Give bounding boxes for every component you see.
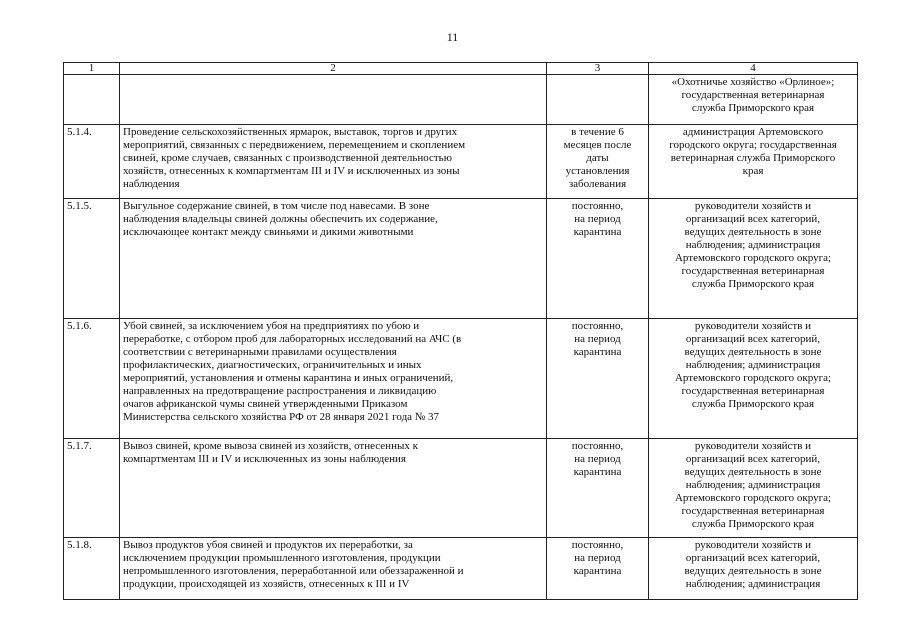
term-line: постоянно, [571,440,624,452]
responsible-line: наблюдения; администрация [685,479,821,491]
column-header-2: 2 [120,63,547,75]
responsible-line: государственная ветеринарная [681,89,825,101]
responsible-line: ведущих деятельность в зоне [684,226,822,238]
term-line: постоянно, [571,320,624,332]
description-line: очагов африканской чумы свиней утвержденными Приказом [123,398,408,410]
responsible-line: руководители хозяйств и [694,320,812,332]
responsible-line: Артемовского городского округа; [674,492,832,504]
term-line: карантина [573,346,622,358]
description-line: исключением продукции промышленного изготовления, продукции [123,552,441,564]
responsible-line: «Охотничье хозяйство «Орлиное»; [671,76,835,88]
description-line: хозяйств, отнесенных к компартментам III и IV и исключенных из зоны [123,165,460,177]
term-line: карантина [573,466,622,478]
term-line: даты [586,152,609,164]
responsible-line: государственная ветеринарная [681,265,825,277]
responsible-parties [649,199,858,319]
term-line: постоянно, [571,200,624,212]
measure-description [120,75,547,125]
measure-description [120,538,547,600]
table-header-row [64,63,858,75]
responsible-line: наблюдения; администрация [685,359,821,371]
responsible-line: руководители хозяйств и [694,440,812,452]
item-number: 5.1.4. [64,125,120,199]
responsible-parties [649,439,858,538]
execution-term [547,75,649,125]
execution-term [547,319,649,439]
description-line: соответствии с ветеринарными правилами осуществления [123,346,397,358]
description-line: свиней, кроме случаев, связанных с производственной деятельностью [123,152,452,164]
term-line: карантина [573,565,622,577]
execution-term [547,125,649,199]
responsible-line: края [742,165,764,177]
responsible-line: государственная ветеринарная [681,385,825,397]
item-number: 5.1.6. [64,319,120,439]
table-row [64,538,858,600]
responsible-line: администрация Артемовского [682,126,824,138]
responsible-line: государственная ветеринарная [681,505,825,517]
description-line: Выгульное содержание свиней, в том числе под навесами. В зоне [123,200,430,212]
description-line: исключающее контакт между свиньями и дикими животными [123,226,414,238]
measures-table [63,62,858,600]
column-header-1: 1 [64,63,120,75]
term-line: на период [574,333,621,345]
responsible-line: ветеринарная служба Приморского [670,152,836,164]
responsible-line: организаций всех категорий, [685,453,821,465]
term-line: карантина [573,226,622,238]
responsible-parties [649,538,858,600]
description-line: направленных на предотвращение распространения и ликвидацию [123,385,437,397]
term-line: постоянно, [571,539,624,551]
description-line: Министерства сельского хозяйства РФ от 28 января 2021 года № 37 [123,411,440,423]
page-number: 11 [446,30,459,44]
responsible-line: организаций всех категорий, [685,552,821,564]
item-number: 5.1.5. [64,199,120,319]
term-line: месяцев после [563,139,632,151]
responsible-line: Артемовского городского округа; [674,252,832,264]
responsible-parties [649,319,858,439]
item-number [64,75,120,125]
responsible-line: наблюдения; администрация [685,239,821,251]
column-header-3: 3 [547,63,649,75]
description-line: Вывоз продуктов убоя свиней и продуктов их переработки, за [123,539,413,551]
responsible-line: руководители хозяйств и [694,200,812,212]
description-line: мероприятий, связанных с передвижением, перемещением и скоплением [123,139,466,151]
description-line: Убой свиней, за исключением убоя на предприятиях по убою и [123,320,420,332]
responsible-line: ведущих деятельность в зоне [684,565,822,577]
table-row [64,319,858,439]
responsible-line: городского округа; государственная [669,139,837,151]
item-number: 5.1.8. [64,538,120,600]
term-line: на период [574,453,621,465]
description-line: продукции, происходящей из хозяйств, отнесенных к III и IV [123,578,410,590]
execution-term [547,538,649,600]
responsible-line: руководители хозяйств и [694,539,812,551]
responsible-line: служба Приморского края [691,398,815,410]
responsible-parties [649,125,858,199]
table-row [64,439,858,538]
description-line: наблюдения владельцы свиней должны обеспечить их содержание, [123,213,438,225]
responsible-line: организаций всех категорий, [685,333,821,345]
term-line: в течение 6 [571,126,624,138]
responsible-line: ведущих деятельность в зоне [684,466,822,478]
responsible-line: наблюдения; администрация [685,578,821,590]
responsible-line: служба Приморского края [691,102,815,114]
term-line: на период [574,552,621,564]
description-line: Проведение сельскохозяйственных ярмарок, выставок, торгов и других [123,126,458,138]
execution-term [547,439,649,538]
table-row [64,75,858,125]
term-line: установления [565,165,630,177]
execution-term [547,199,649,319]
description-line: профилактических, диагностических, ограничительных и иных [123,359,422,371]
responsible-line: служба Приморского края [691,518,815,530]
responsible-line: служба Приморского края [691,278,815,290]
responsible-line: организаций всех категорий, [685,213,821,225]
measure-description [120,439,547,538]
table-row [64,199,858,319]
measure-description [120,125,547,199]
responsible-line: ведущих деятельность в зоне [684,346,822,358]
responsible-parties [649,75,858,125]
term-line: заболевания [568,178,627,190]
table-row [64,125,858,199]
measure-description [120,199,547,319]
responsible-line: Артемовского городского округа; [674,372,832,384]
description-line: наблюдения [123,178,180,190]
measure-description [120,319,547,439]
column-header-4: 4 [649,63,858,75]
item-number: 5.1.7. [64,439,120,538]
description-line: Вывоз свиней, кроме вывоза свиней из хозяйств, отнесенных к [123,440,418,452]
description-line: непромышленного изготовления, переработанной или обеззараженной и [123,565,464,577]
description-line: переработке, с отбором проб для лабораторных исследований на АЧС (в [123,333,462,345]
description-line: мероприятий, установления и отмены карантина и иных ограничений, [123,372,454,384]
description-line: компартментам III и IV и исключенных из зоны наблюдения [123,453,406,465]
term-line: на период [574,213,621,225]
